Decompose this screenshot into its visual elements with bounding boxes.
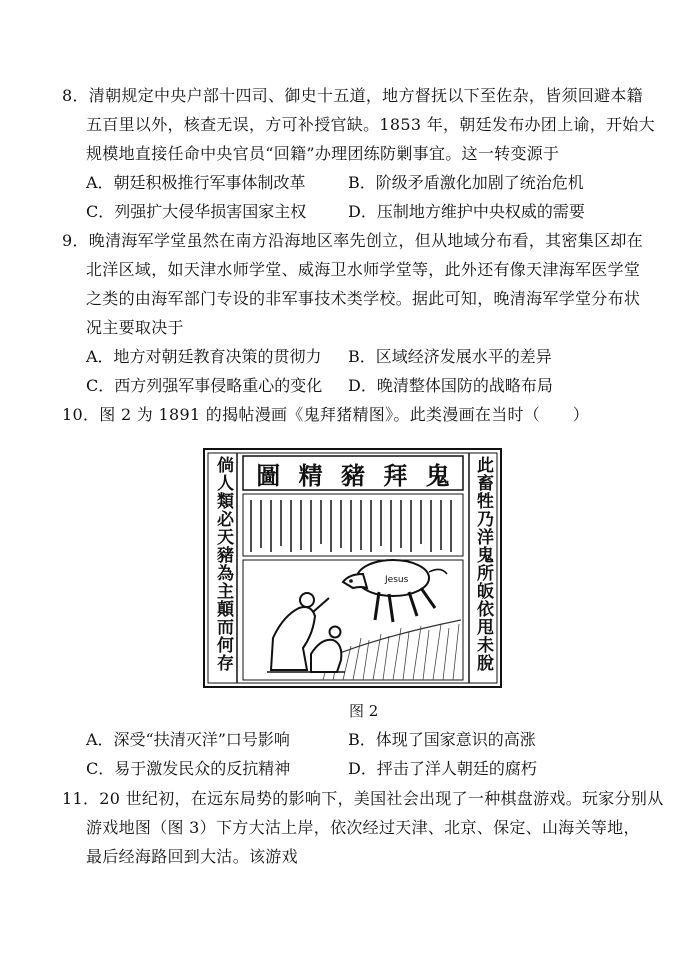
- cartoon-left-inscription: 倘人類必天豬為主顛而何存: [213, 456, 233, 672]
- cartoon-title-char-3: 豬: [340, 460, 365, 490]
- q8-option-d[interactable]: D．压制地方维护中央权威的需要: [348, 202, 585, 221]
- q9-option-a[interactable]: A．地方对朝廷教育决策的贯彻力: [86, 347, 322, 366]
- cartoon-figure: [203, 448, 502, 688]
- q10-line-1: 10．图 2 为 1891 的揭帖漫画《鬼拜猪精图》。此类漫画在当时（ ）: [62, 405, 590, 424]
- q9-line-2: 北洋区域，如天津水师学堂、威海卫水师学堂等，此外还有像天津海军医学堂: [86, 260, 641, 279]
- q8-line-3: 规模地直接任命中央官员“回籍”办理团练防剿事宜。这一转变源于: [86, 144, 560, 163]
- q10-option-b[interactable]: B．体现了国家意识的高涨: [348, 730, 536, 749]
- q11-line-3: 最后经海路回到大沽。该游戏: [86, 847, 298, 866]
- q8-line-1: 8．清朝规定中央户部十四司、御史十五道，地方督抚以下至佐杂，皆须回避本籍: [62, 86, 643, 105]
- q11-line-1: 11．20 世纪初，在远东局势的影响下，美国社会出现了一种棋盘游戏。玩家分别从: [62, 789, 664, 808]
- q9-option-b[interactable]: B．区域经济发展水平的差异: [348, 347, 552, 366]
- q8-option-c[interactable]: C．列强扩大侵华损害国家主权: [86, 202, 307, 221]
- q9-option-c[interactable]: C．西方列强军事侵略重心的变化: [86, 376, 323, 395]
- q10-option-d[interactable]: D．抨击了洋人朝廷的腐朽: [348, 759, 537, 778]
- q8-option-b[interactable]: B．阶级矛盾激化加剧了统治危机: [348, 173, 584, 192]
- svg-text:Jesus: Jesus: [385, 575, 409, 585]
- q9-line-3: 之类的由海军部门专设的非军事技术类学校。据此可知，晚清海军学堂分布状: [86, 289, 641, 308]
- q9-line-4: 况主要取决于: [86, 318, 184, 337]
- q10-option-a[interactable]: A．深受“扶清灭洋”口号影响: [86, 730, 290, 749]
- figure-caption: 图 2: [349, 702, 379, 720]
- cartoon-title-char-4: 拜: [383, 460, 408, 490]
- cartoon-title-char-1: 圖: [256, 460, 281, 490]
- q11-line-2: 游戏地图（图 3）下方大沽上岸，依次经过天津、北京、保定、山海关等地，: [86, 818, 640, 837]
- q8-option-a[interactable]: A．朝廷积极推行军事体制改革: [86, 173, 306, 192]
- q10-option-c[interactable]: C．易于激发民众的反抗精神: [86, 759, 291, 778]
- q8-line-2: 五百里以外，核查无误，方可补授官缺。1853 年，朝廷发布办团上谕，开始大: [86, 115, 655, 134]
- q9-option-d[interactable]: D．晚清整体国防的战略布局: [348, 376, 553, 395]
- cartoon-right-inscription: 此畜牲乃洋鬼所皈依甩未脫: [473, 456, 493, 672]
- cartoon-title: [247, 457, 459, 489]
- cartoon-title-char-2: 精: [298, 460, 323, 490]
- cartoon-title-char-5: 鬼: [425, 460, 450, 490]
- q9-line-1: 9．晚清海军学堂虽然在南方沿海地区率先创立，但从地域分布看，其密集区却在: [62, 231, 643, 250]
